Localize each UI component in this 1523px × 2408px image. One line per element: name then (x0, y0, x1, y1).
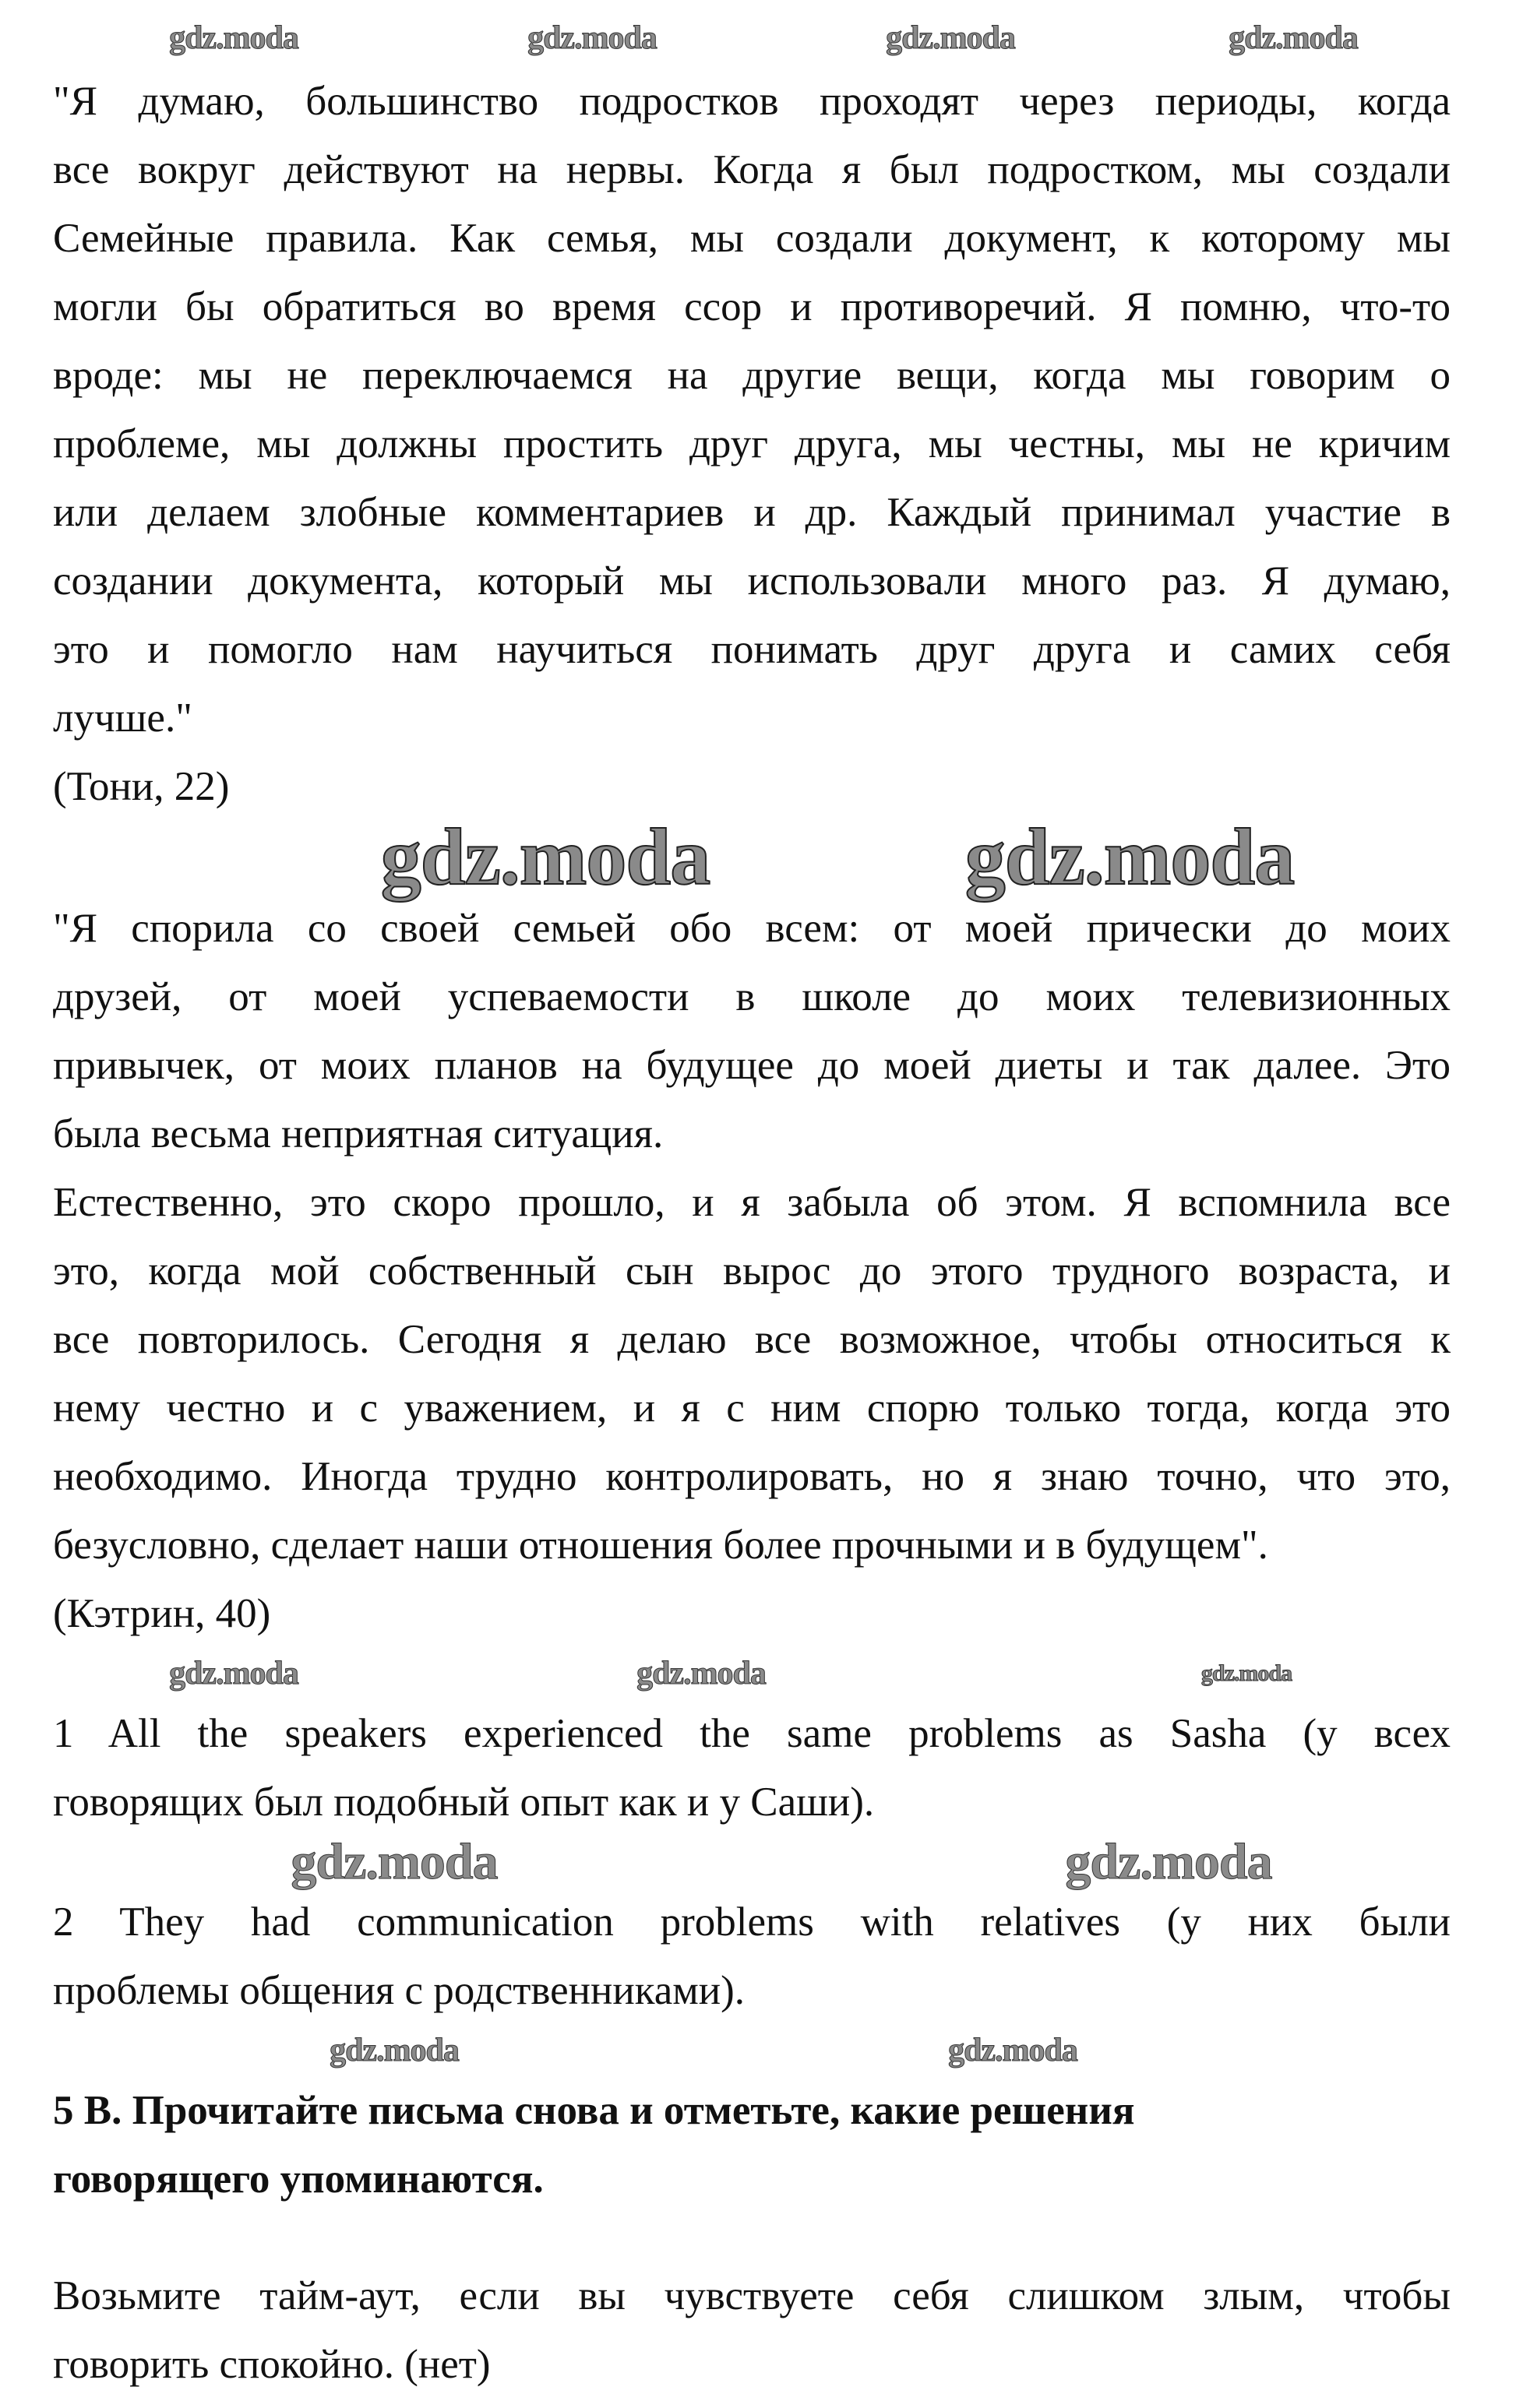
watermark: gdz.moda (636, 1656, 766, 1692)
text-line: была весьма неприятная ситуация. (53, 1111, 664, 1156)
answer-line: 1 All the speakers experienced the same problems as Sasha (у всех (53, 1711, 1451, 1756)
watermark: gdz.moda (964, 812, 1295, 902)
text-line: лучше." (53, 695, 192, 741)
text-line: безусловно, сделает наши отношения более прочными и в будущем". (53, 1523, 1268, 1568)
text-line: все повторилось. Сегодня я делаю все возможное, чтобы относиться к (53, 1317, 1451, 1362)
watermark: gdz.moda (380, 812, 710, 902)
watermark: gdz.moda (1065, 1833, 1272, 1890)
watermark: gdz.moda (291, 1833, 498, 1890)
watermark: gdz.moda (886, 20, 1015, 56)
answer-line: Возьмите тайм-аут, если вы чувствуете себя слишком злым, чтобы (53, 2273, 1451, 2318)
watermark: gdz.moda (1229, 20, 1358, 56)
watermark: gdz.moda (948, 2033, 1077, 2068)
task-heading: говорящего упоминаются. (53, 2156, 544, 2202)
watermark: gdz.moda (527, 20, 657, 56)
text-line: создании документа, который мы использовали много раз. Я думаю, (53, 558, 1451, 604)
text-line: "Я спорила со своей семьей обо всем: от моей прически до моих (53, 906, 1451, 951)
text-line: друзей, от моей успеваемости в школе до моих телевизионных (53, 974, 1451, 1019)
answer-line: 2 They had communication problems with relatives (у них были (53, 1899, 1451, 1945)
author-signature: (Кэтрин, 40) (53, 1591, 271, 1636)
watermark: gdz.moda (169, 20, 298, 56)
answer-line: говорить спокойно. (нет) (53, 2342, 491, 2387)
text-line: могли бы обратиться во время ссор и противоречий. Я помню, что-то (53, 284, 1451, 329)
watermark: gdz.moda (1200, 1660, 1292, 1686)
text-line: или делаем злобные комментариев и др. Каждый принимал участие в (53, 490, 1451, 535)
text-line: все вокруг действуют на нервы. Когда я был подростком, мы создали (53, 147, 1451, 192)
text-line: проблеме, мы должны простить друг друга, мы честны, мы не кричим (53, 421, 1451, 466)
text-line: привычек, от моих планов на будущее до моей диеты и так далее. Это (53, 1043, 1451, 1088)
text-line: Естественно, это скоро прошло, и я забыла об этом. Я вспомнила все (53, 1180, 1451, 1225)
watermark: gdz.moda (330, 2033, 459, 2068)
text-line: "Я думаю, большинство подростков проходят через периоды, когда (53, 79, 1451, 124)
answer-line: говорящих был подобный опыт как и у Саши). (53, 1780, 875, 1825)
text-line: необходимо. Иногда трудно контролировать, но я знаю точно, что это, (53, 1454, 1451, 1499)
answer-line: проблемы общения с родственниками). (53, 1968, 746, 2013)
watermark: gdz.moda (169, 1656, 298, 1692)
task-heading: 5 B. Прочитайте письма снова и отметьте, какие решения (53, 2088, 1135, 2133)
text-line: это и помогло нам научиться понимать друг друга и самих себя (53, 627, 1451, 672)
text-line: это, когда мой собственный сын вырос до этого трудного возраста, и (53, 1248, 1451, 1294)
text-line: Семейные правила. Как семья, мы создали документ, к которому мы (53, 216, 1451, 261)
author-signature: (Тони, 22) (53, 764, 230, 809)
text-line: нему честно и с уважением, и я с ним спорю только тогда, когда это (53, 1385, 1451, 1431)
text-line: вроде: мы не переключаемся на другие вещи, когда мы говорим о (53, 353, 1451, 398)
